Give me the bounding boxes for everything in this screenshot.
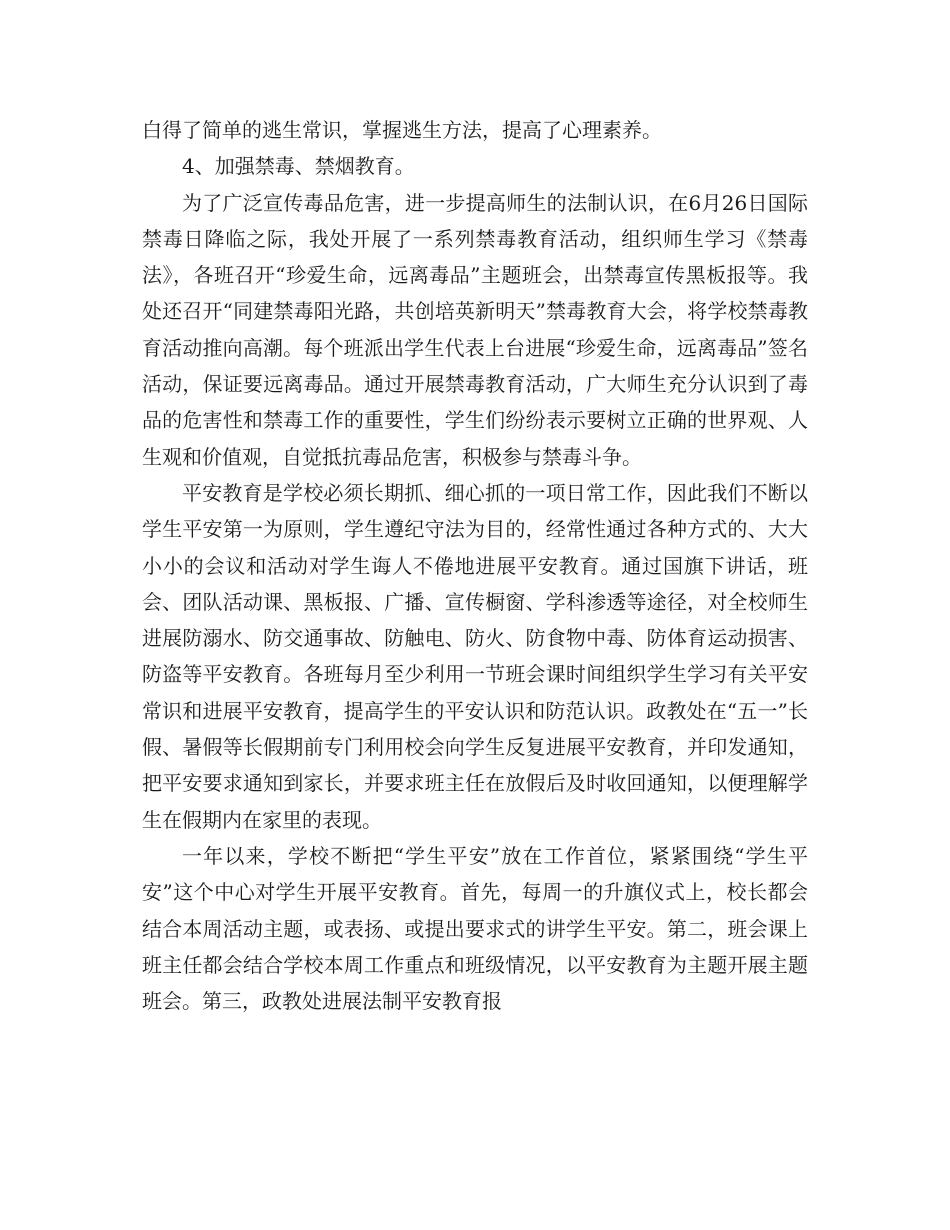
document-page xyxy=(142,112,808,1019)
paragraph-yearly-summary: 一年以来，学校不断把“学生平安”放在工作首位，紧紧围绕“学生平安”这个中心对学生开展平安教育。首先，每周一的升旗仪式上，校长都会结合本周活动主题，或表扬、或提出要求式的讲学生平安。第二，班会课上班主任都会结合学校本周工作重点和班级情况，以平安教育为主题开展主题班会。第三，政教处进展法制平安教育报 xyxy=(142,843,808,1014)
paragraph-anti-drug: 为了广泛宣传毒品危害，进一步提高师生的法制认识，在6月26日国际禁毒日降临之际，我处开展了一系列禁毒教育活动，组织师生学习《禁毒法》，各班召开“珍爱生命，远离毒品”主题班会，出禁毒宣传黑板报等。我处还召开“同建禁毒阳光路，共创培英新明天”禁毒教育大会，将学校禁毒教育活动推向高潮。每个班派出学生代表上台进展“珍爱生命，远离毒品”签名活动，保证要远离毒品。通过开展禁毒教育活动，广大师生充分认识到了毒品的危害性和禁毒工作的重要性，学生们纷纷表示要树立正确的世界观、人生观和价值观，自觉抵抗毒品危害，积极参与禁毒斗争。 xyxy=(142,190,808,469)
paragraph-safety-education: 平安教育是学校必须长期抓、细心抓的一项日常工作，因此我们不断以学生平安第一为原则，学生遵纪守法为目的，经常性通过各种方式的、大大小小的会议和活动对学生诲人不倦地进展平安教育。通过国旗下讲话，班会、团队活动课、黑板报、广播、宣传橱窗、学科渗透等途径，对全校师生进展防溺水、防交通事故、防触电、防火、防食物中毒、防体育运动损害、防盗等平安教育。各班每月至少利用一节班会课时间组织学生学习有关平安常识和进展平安教育，提高学生的平安认识和防范认识。政教处在“五一”长假、暑假等长假期前专门利用校会向学生反复进展平安教育，并印发通知，把平安要求通知到家长，并要求班主任在放假后及时收回通知，以便理解学生在假期内在家里的表现。 xyxy=(142,480,808,832)
paragraph-continuation: 白得了简单的逃生常识，掌握逃生方法，提高了心理素养。 xyxy=(142,118,662,142)
section-heading: 4、加强禁毒、禁烟教育。 xyxy=(182,154,415,179)
